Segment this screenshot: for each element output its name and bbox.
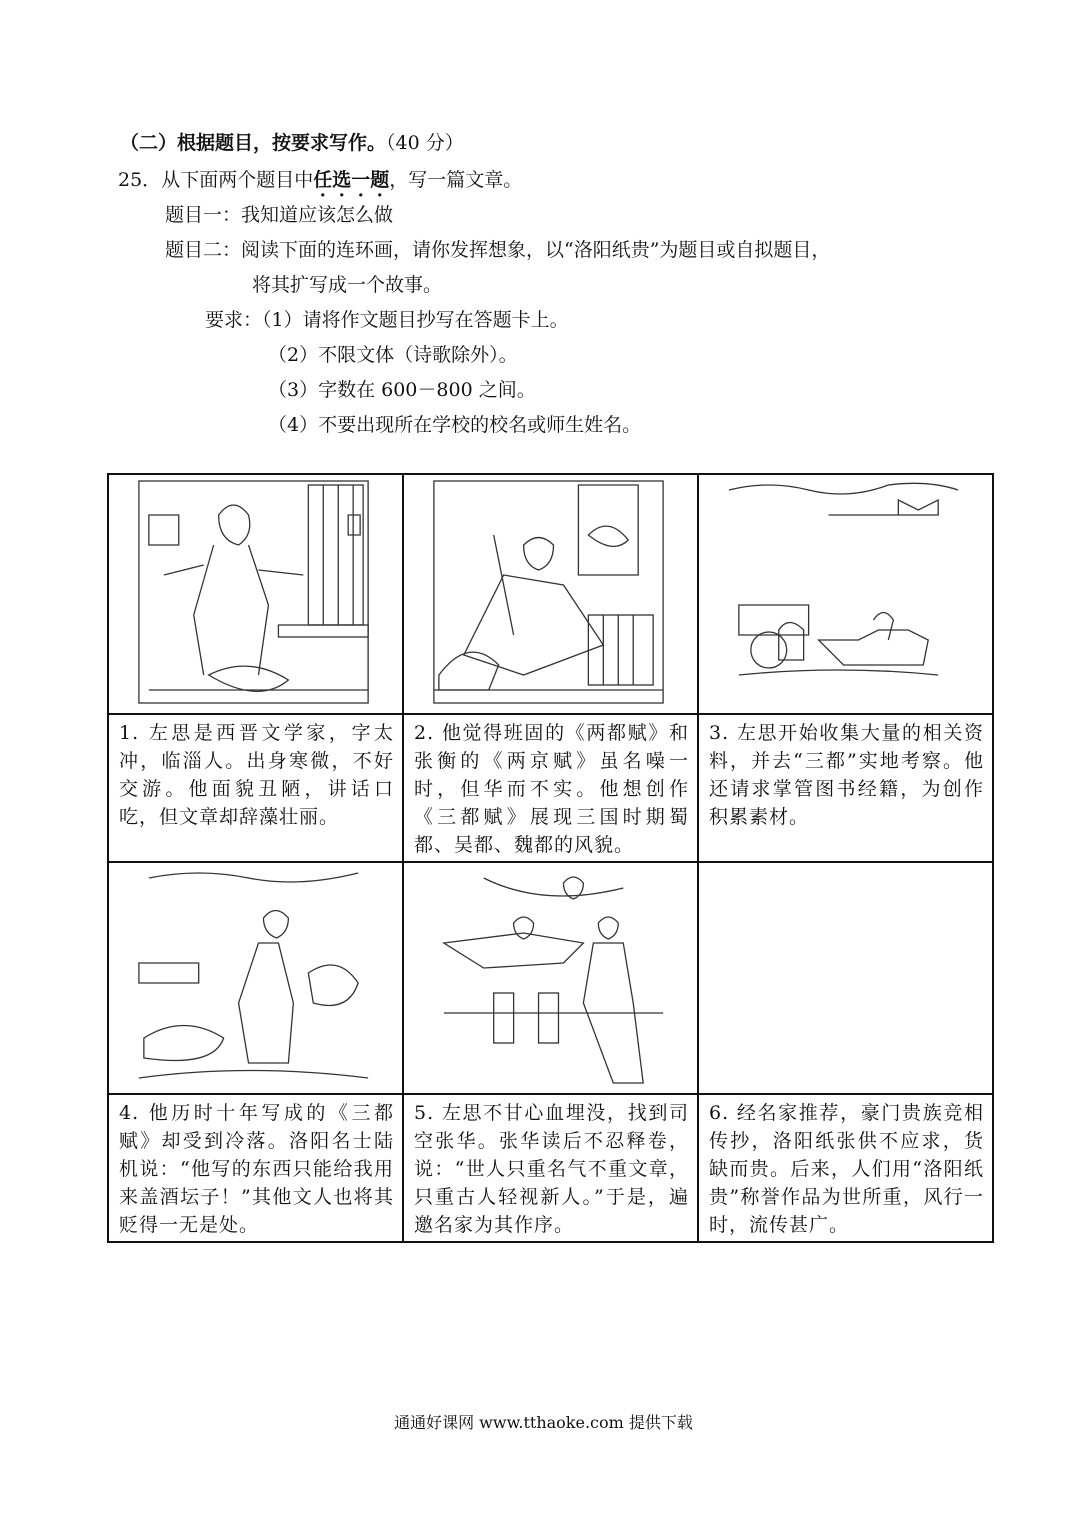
- panel-5-image-cell: [403, 862, 698, 1094]
- requirement-1: 要求：（1）请将作文题目抄写在答题卡上。: [205, 309, 569, 331]
- panel-3-text: 3. 左思开始收集大量的相关资料，并去“三都”实地考察。他还请求掌管图书经籍，为创作积累素材。: [698, 714, 993, 862]
- topic-one: 题目一：我知道应该怎么做: [165, 204, 394, 226]
- scholars-meeting-illustration: [404, 863, 697, 1093]
- panel-4-text: 4. 他历时十年写成的《三都赋》却受到冷落。洛阳名士陆机说：“他写的东西只能给我用来盖酒坛子！”其他文人也将其贬得一无是处。: [108, 1094, 403, 1242]
- panel-4-image-cell: [108, 862, 403, 1094]
- requirement-4: （4）不要出现所在学校的校名或师生姓名。: [268, 414, 642, 436]
- scholar-standing-garden-illustration: [109, 863, 402, 1093]
- panel-6-image-cell: [698, 862, 993, 1094]
- comic-text-row-2: [108, 1094, 993, 1242]
- panel-6-text: 6. 经名家推荐，豪门贵族竞相传抄，洛阳纸张供不应求，货缺而贵。后来，人们用“洛阳纸贵”称誉作品为世所重，风行一时，流传甚广。: [698, 1094, 993, 1242]
- panel-1-image-cell: [108, 474, 403, 714]
- scholar-sitting-illustration: [109, 475, 402, 713]
- requirement-2: （2）不限文体（诗歌除外）。: [268, 344, 518, 366]
- panel-1-text: 1. 左思是西晋文学家，字太冲，临淄人。出身寒微，不好交游。他面貌丑陋，讲话口吃，但文章却辞藻壮丽。: [108, 714, 403, 862]
- requirement-3: （3）字数在 600－800 之间。: [268, 379, 536, 401]
- section-heading: [120, 128, 464, 155]
- topic-two: 题目二：阅读下面的连环画，请你发挥想象，以“洛阳纸贵”为题目或自拟题目，: [165, 239, 831, 261]
- section-heading-title: （二）根据题目，按要求写作。: [120, 132, 387, 154]
- panel-3-image-cell: [698, 474, 993, 714]
- question-emphasis: [313, 169, 389, 191]
- emphasis-char: 选: [332, 169, 352, 191]
- question-line: [118, 165, 522, 192]
- panel-5-text: 5. 左思不甘心血埋没，找到司空张华。张华读后不忍释卷，说：“世人只重名气不重文章，只重古人轻视新人。”于是，遍邀名家为其作序。: [403, 1094, 698, 1242]
- section-heading-score: （40 分）: [386, 132, 464, 154]
- comic-text-row-1: [108, 714, 993, 862]
- ox-cart-journey-illustration: [699, 475, 992, 713]
- comic-image-row: [108, 474, 993, 714]
- comic-strip-table: [107, 473, 994, 1243]
- question-number: 25．: [118, 169, 162, 191]
- emphasis-char: 一: [351, 169, 371, 191]
- topic-two-continued: 将其扩写成一个故事。: [252, 274, 443, 296]
- emphasis-char: 题: [370, 169, 390, 191]
- scholar-reading-scroll-illustration: [404, 475, 697, 713]
- comic-image-row-2: [108, 862, 993, 1094]
- question-prefix: 从下面两个题目中: [161, 169, 314, 191]
- question-suffix: ，写一篇文章。: [389, 169, 523, 191]
- footer-source: 通通好课网 www.tthaoke.com 提供下载: [394, 1413, 693, 1432]
- panel-2-text: 2. 他觉得班固的《两都赋》和张衡的《两京赋》虽名噪一时，但华而不实。他想创作《三都赋》展现三国时期蜀都、吴都、魏都的风貌。: [403, 714, 698, 862]
- emphasis-char: 任: [313, 169, 333, 191]
- panel-2-image-cell: [403, 474, 698, 714]
